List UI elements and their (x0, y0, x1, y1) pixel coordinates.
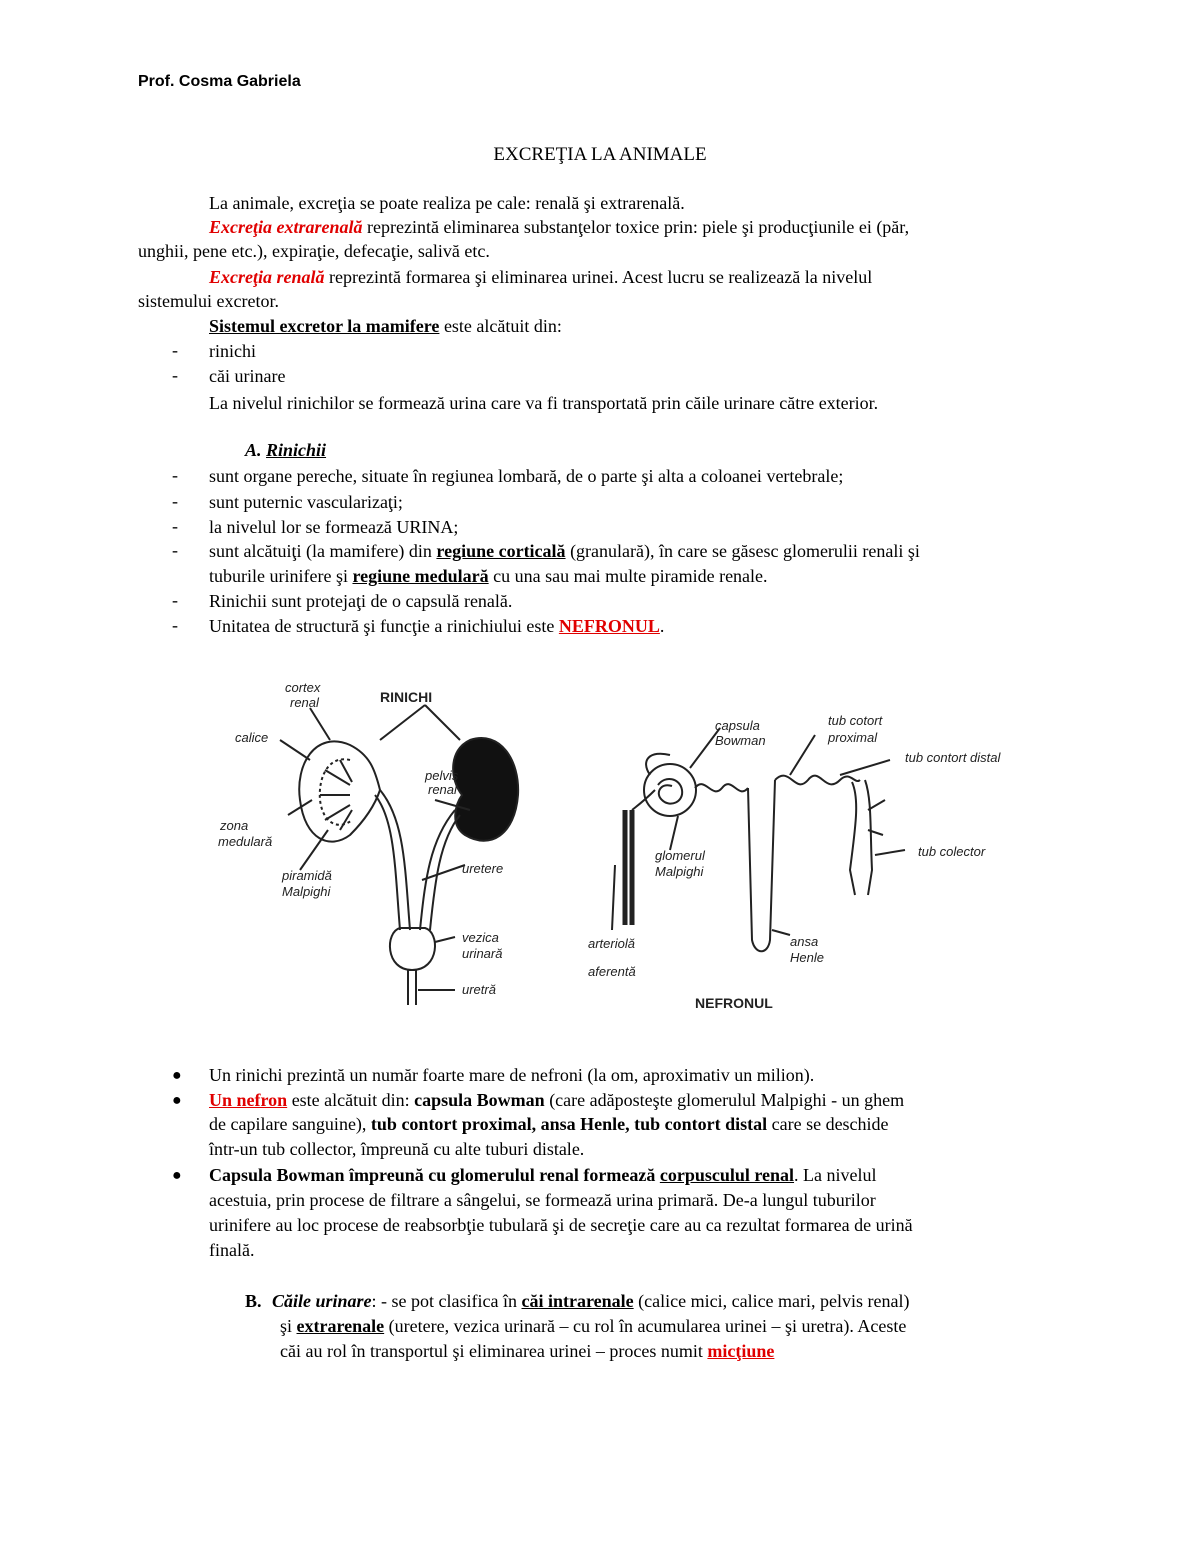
label-ansa-henle: ansa (790, 934, 819, 949)
label-calice: calice (235, 730, 269, 745)
label-uretere: uretere (462, 861, 504, 876)
label-glomerul: glomerul (655, 848, 705, 863)
label-pelvis: renal (428, 782, 457, 797)
bullet-item-cont: urinifere au loc procese de reabsorbţie tubulară şi de secreţie care au ca rezultat formarea de urină (209, 1215, 913, 1235)
term-un-nefron: Un nefron (209, 1090, 288, 1110)
label-tub-contort-proximal: proximal (828, 730, 878, 745)
intro-paragraph-2: Excreţia extrarenală reprezintă eliminarea substanţelor toxice prin: piele şi producţiunile ei (păr, (209, 217, 910, 237)
term-cai-intrarenale: căi intrarenale (521, 1291, 634, 1311)
label-uretra: uretră (462, 982, 496, 997)
kidney-nephron-diagram (200, 670, 1060, 1030)
label-glomerul: Malpighi (655, 864, 704, 879)
term-extrarenal: Excreţia extrarenală (209, 217, 363, 237)
nephron-labels (588, 713, 1001, 1011)
list-dash: - (172, 540, 178, 560)
nephron-title: NEFRONUL (695, 995, 773, 1011)
label-vezica: urinară (462, 946, 503, 961)
label-zona-medulara: zona (220, 818, 249, 833)
intro-paragraph-4: Sistemul excretor la mamifere este alcătuit din: (209, 316, 562, 336)
intro-paragraph-2-cont: unghii, pene etc.), expiraţie, defecaţie, salivă etc. (138, 241, 490, 261)
label-arteriola: aferentă (588, 964, 636, 979)
bullet-icon: ● (172, 1092, 182, 1109)
section-b-heading: B. Căile urinare: - se pot clasifica în căi intrarenale (calice mici, calice mari, pelvis renal) (245, 1291, 910, 1311)
bullet-item-cont: de capilare sanguine), tub contort proximal, ansa Henle, tub contort distal care se deschide (209, 1114, 889, 1134)
bullet-item: Un nefron este alcătuit din: capsula Bowman (care adăposteşte glomerulul Malpighi - un ghem (209, 1090, 905, 1110)
kidney-title: RINICHI (380, 689, 433, 705)
label-tub-colector: tub colector (918, 844, 986, 859)
bullet-item: Un rinichi prezintă un număr foarte mare de nefroni (la om, aproximativ un milion). (209, 1065, 815, 1085)
term-extrarenale: extrarenale (296, 1316, 385, 1336)
label-cortex: cortex (285, 680, 321, 695)
label-vezica: vezica (462, 930, 499, 945)
label-tub-contort-proximal: tub cotort (828, 713, 883, 728)
term-mictiune: micţiune (707, 1341, 775, 1361)
label-ansa-henle: Henle (790, 950, 824, 965)
term-regiune-corticala: regiune corticală (436, 541, 566, 561)
list-dash: - (172, 590, 178, 610)
section-a-heading: A. Rinichii (245, 440, 327, 460)
label-arteriola: arteriolă (588, 936, 635, 951)
list-item: Rinichii sunt protejaţi de o capsulă renală. (209, 591, 513, 611)
bullet-item: Capsula Bowman împreună cu glomerulul renal formează corpusculul renal. La nivelul (209, 1165, 877, 1185)
label-capsula-bowman: Bowman (715, 733, 766, 748)
list-item: sunt organe pereche, situate în regiunea lombară, de o parte şi alta a coloanei vertebrale; (209, 466, 844, 486)
bullet-icon: ● (172, 1167, 182, 1184)
label-tub-contort-distal: tub contort distal (905, 750, 1001, 765)
section-b-cont: şi extrarenale (uretere, vezica urinară – cu rol în acumularea urinei – şi uretra). Aceste (280, 1316, 907, 1336)
term-corpusculul-renal: corpusculul renal (659, 1165, 795, 1185)
label-cortex: renal (290, 695, 319, 710)
list-item: rinichi (209, 341, 256, 361)
list-dash: - (172, 340, 178, 360)
list-item-cont: tuburile urinifere şi regiune medulară cu una sau mai multe piramide renale. (209, 566, 768, 586)
bullet-item-cont: într-un tub collector, împreună cu alte tuburi distale. (209, 1139, 585, 1159)
section-b-cont: căi au rol în transportul şi eliminarea urinei – proces numit micţiune (280, 1341, 775, 1361)
list-item: căi urinare (209, 366, 286, 386)
author-name: Prof. Cosma Gabriela (138, 73, 301, 90)
label-capsula-bowman: capsula (715, 718, 760, 733)
list-dash: - (172, 516, 178, 536)
list-dash: - (172, 615, 178, 635)
kidney-labels (218, 680, 503, 997)
nephron-diagram (612, 728, 905, 951)
term-sistemul-excretor: Sistemul excretor la mamifere (209, 316, 440, 336)
list-dash: - (172, 365, 178, 385)
label-piramida: Malpighi (282, 884, 331, 899)
list-item: sunt alcătuiţi (la mamifere) din regiune corticală (granulară), în care se găsesc glomerulii renali şi (209, 541, 920, 561)
list-dash: - (172, 465, 178, 485)
intro-paragraph-1: La animale, excreţia se poate realiza pe cale: renală şi extrarenală. (209, 193, 685, 213)
list-dash: - (172, 491, 178, 511)
intro-paragraph-5: La nivelul rinichilor se formează urina care va fi transportată prin căile urinare către exterior. (209, 393, 879, 413)
bullet-item-cont: finală. (209, 1240, 255, 1260)
label-zona-medulara: medulară (218, 834, 273, 849)
intro-paragraph-3: Excreţia renală reprezintă formarea şi eliminarea urinei. Acest lucru se realizează la nivelul (209, 267, 873, 287)
label-piramida: piramidă (282, 868, 332, 883)
term-nefronul: NEFRONUL (558, 616, 660, 636)
page-title: EXCREŢIA LA ANIMALE (493, 144, 707, 165)
list-item: Unitatea de structură şi funcţie a rinichiului este NEFRONUL. (209, 616, 665, 636)
label-pelvis: pelvis (425, 768, 459, 783)
list-item: la nivelul lor se formează URINA; (209, 517, 459, 537)
bullet-icon: ● (172, 1067, 182, 1084)
term-regiune-medulara: regiune medulară (352, 566, 489, 586)
intro-paragraph-3-cont: sistemului excretor. (138, 291, 279, 311)
bullet-item-cont: acestuia, prin procese de filtrare a sângelui, se formează urina primară. De-a lungul tuburilor (209, 1190, 876, 1210)
list-item: sunt puternic vascularizaţi; (209, 492, 403, 512)
term-renal: Excreţia renală (209, 267, 325, 287)
